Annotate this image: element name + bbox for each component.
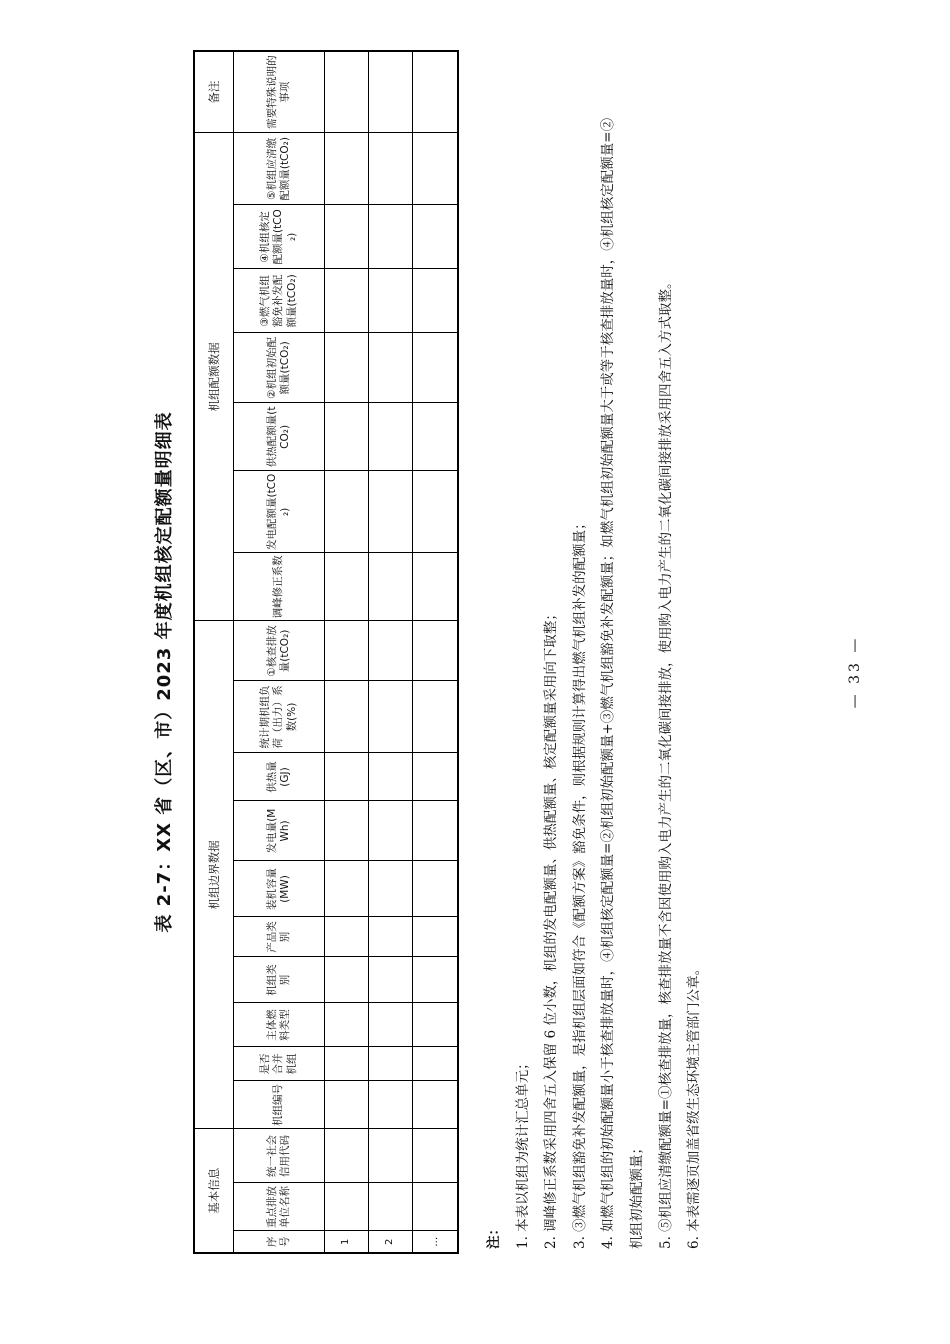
page-title: 表 2-7：XX 省（区、市）2023 年度机组核定配额量明细表 (154, 411, 175, 933)
notes-section (480, 109, 709, 1249)
col-gas-exempt-quota: ③燃气机组豁免补发配额量(tCO₂) (234, 269, 325, 333)
col-power-generation: 发电量(MWh) (234, 801, 325, 861)
note-item: 1. 本表以机组为统计汇总单元； (514, 1056, 531, 1249)
col-verified-emission: ①核查排放量(tCO₂) (234, 621, 325, 681)
col-fuel-type: 主体燃料类型 (234, 1003, 325, 1047)
col-clearance-quota: ⑤机组应清缴配额量(tCO₂) (234, 133, 325, 205)
note-item: 6. 本表需逐页加盖省级生态环境主管部门公章。 (686, 961, 703, 1249)
table-row (413, 51, 458, 1253)
col-heat-supply: 供热量(GJ) (234, 753, 325, 801)
col-peak-correction: 调峰修正系数 (234, 553, 325, 621)
quota-table (193, 50, 459, 1254)
row-seq: … (413, 1231, 458, 1253)
note-item: 3. ③燃气机组豁免补发配额量，是指机组层面如符合《配额方案》豁免条件，则根据规则计算得出燃气机组补发的配额量； (571, 516, 588, 1249)
col-merged-unit: 是否合并机组 (234, 1047, 325, 1081)
col-enterprise-name: 重点排放单位名称 (234, 1183, 325, 1231)
col-credit-code: 统一社会信用代码 (234, 1129, 325, 1183)
col-unit-type: 机组类别 (234, 957, 325, 1003)
table-row (325, 51, 369, 1253)
col-unit-number: 机组编号 (234, 1081, 325, 1129)
table-row (369, 51, 413, 1253)
note-item: 2. 调峰修正系数采用四舍五入保留 6 位小数，机组的发电配额量、供热配额量、核定配额量采用向下取整； (543, 607, 560, 1249)
col-seq: 序号 (234, 1231, 325, 1253)
col-load-factor: 统计期机组负荷（出力）系数(%) (234, 681, 325, 753)
col-initial-quota: ②机组初始配额量(tCO₂) (234, 333, 325, 403)
group-boundary-data: 机组边界数据 (194, 621, 234, 1129)
row-seq: 1 (325, 1231, 369, 1253)
col-heat-quota: 供热配额量(tCO₂) (234, 403, 325, 471)
col-power-quota: 发电配额量(tCO₂) (234, 471, 325, 553)
notes-heading: 注： (486, 1222, 502, 1249)
col-product-type: 产品类别 (234, 917, 325, 957)
note-item: 4. 如燃气机组的初始配额量小于核查排放量时，④机组核定配额量=②机组初始配额量+③燃气机组豁免补发配额量；如燃气机组初始配额量大于或等于核查排放量时，④机组核定配额量=②机组初始配额量； (600, 117, 645, 1249)
page-number: — 33 — (847, 635, 863, 709)
group-remarks: 备注 (194, 51, 234, 133)
col-installed-capacity: 装机容量(MW) (234, 861, 325, 917)
group-quota-data: 机组配额数据 (194, 133, 234, 621)
row-seq: 2 (369, 1231, 413, 1253)
col-verified-quota: ④机组核定配额量(tCO₂) (234, 205, 325, 269)
col-special-remark: 需要特殊说明的事项 (234, 51, 325, 133)
group-basic-info: 基本信息 (194, 1129, 234, 1253)
note-item: 5. ⑤机组应清缴配额量=①核查排放量，核查排放量不含因使用购入电力产生的二氧化碳间接排放，使用购入电力产生的二氧化碳间接排放采用四舍五入方式取整。 (657, 275, 674, 1249)
